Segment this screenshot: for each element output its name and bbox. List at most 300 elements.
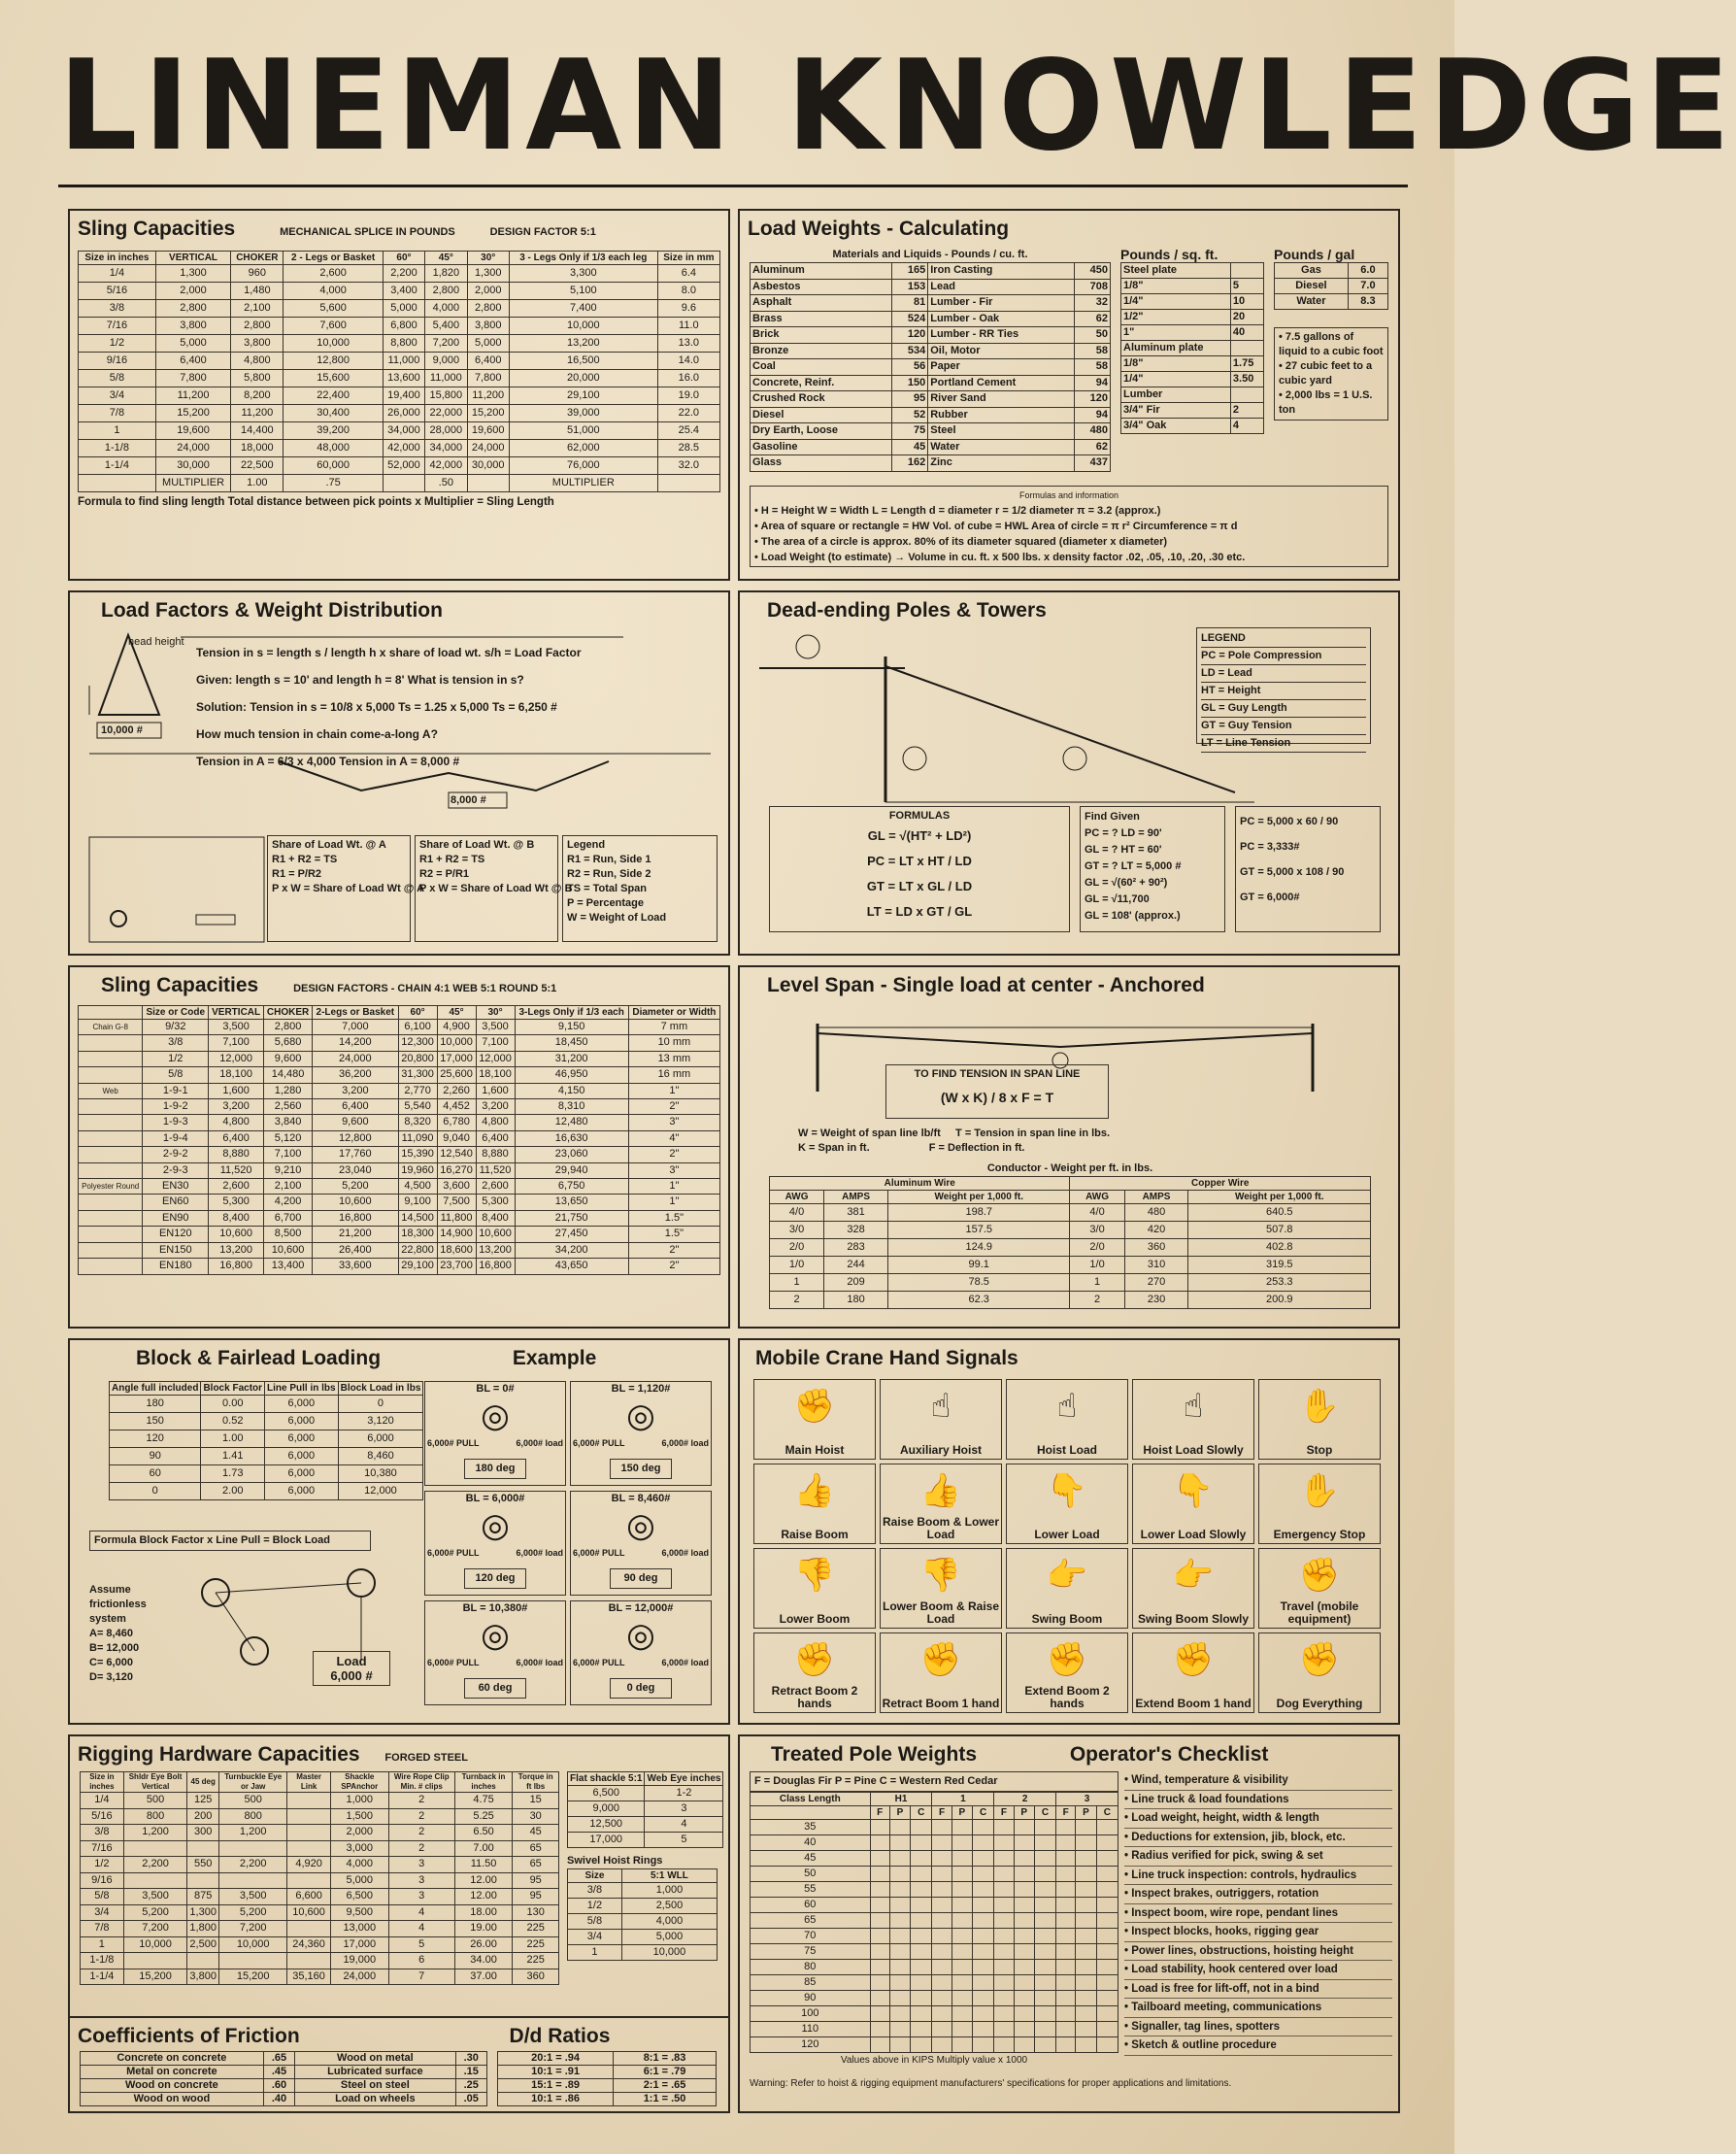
table-cell [994,2006,1014,2022]
table-cell: 14,900 [437,1227,476,1242]
table-cell [79,475,156,492]
table-cell: 1-9-1 [143,1083,209,1098]
group-label [79,1051,143,1066]
table-cell: 1,000 [621,1883,717,1899]
table-cell: 960 [231,265,284,283]
table-cell: 2,600 [284,265,383,283]
group-label [79,1227,143,1242]
table-cell [994,1867,1014,1882]
table-cell: 24,360 [287,1936,330,1953]
table-cell: 3/0 [1070,1222,1124,1239]
table-cell: 2,600 [476,1179,515,1195]
table-row [1121,387,1264,403]
share-a-line: P x W = Share of Load Wt @ A [272,883,425,894]
table-cell: 1" [628,1179,719,1195]
table-cell: 52,000 [383,457,424,475]
share-b-line: P x W = Share of Load Wt @ B [419,883,573,894]
table-cell: 24,000 [467,440,509,457]
table-cell: 3,800 [187,1969,219,1985]
table-cell: 34,000 [425,440,467,457]
formula-line: • H = Height W = Width L = Length d = diameter r = 1/2 diameter π = 3.2 (approx.) [754,505,1161,517]
table-row [751,1820,1118,1835]
table-cell [932,2037,951,2053]
table-cell: 19,400 [383,387,424,405]
table-cell: 21,200 [313,1227,399,1242]
table-cell [994,1975,1014,1991]
group-label [79,1067,143,1083]
table-cell: 8,200 [231,387,284,405]
table-cell [870,1867,889,1882]
class-header: 3 [1056,1793,1118,1806]
table-cell: 5,680 [264,1035,313,1051]
table-cell: 7,100 [476,1035,515,1051]
table-row [81,1953,559,1969]
table-row [751,279,1111,295]
table-cell: 7/8 [79,405,156,422]
signal-label: Lower Load Slowly [1140,1528,1247,1541]
table-cell: 1.41 [201,1448,265,1465]
signal-extend-boom-1-hand [1132,1632,1254,1713]
table-cell: 2" [628,1242,719,1258]
class-header: 2 [994,1793,1056,1806]
table-cell: 165 [892,263,928,280]
table-cell [1096,1929,1118,1944]
table-cell: 23,700 [437,1259,476,1274]
table-cell: 13,200 [509,335,657,353]
table-cell [870,1913,889,1929]
assume-line: Assume frictionless system [89,1584,147,1625]
table-cell: 16,630 [515,1130,628,1146]
group-label [79,1259,143,1274]
given-line: GL = √(60² + 90²) [1085,877,1168,889]
table-cell [1076,1835,1096,1851]
hand-signal-icon: 👍 [919,1472,962,1509]
swivel-title: Swivel Hoist Rings [567,1855,663,1867]
checklist-item: • Load is free for lift-off, not in a bind [1124,1980,1392,2000]
table-cell: 11,000 [425,370,467,387]
table-cell: Crushed Rock [751,391,892,408]
load-label: 6,000# load [661,1438,709,1448]
length-cell: 50 [751,1867,871,1882]
table-cell: 4/0 [770,1204,824,1222]
table-cell: EN150 [143,1242,209,1258]
table-cell: 6,400 [467,353,509,370]
column-header: Wire Rope Clip Min. # clips [388,1772,454,1793]
table-cell: 381 [824,1204,888,1222]
table-cell: 437 [1075,455,1111,472]
table-cell [1076,1820,1096,1835]
hand-signal-icon: 👉 [1172,1557,1215,1594]
table-row [568,1945,718,1961]
table-cell: Rubber [928,407,1075,423]
table-cell [1034,1882,1055,1898]
table-cell [994,1882,1014,1898]
signal-raise-boom [753,1464,876,1544]
column-header: Master Link [287,1772,330,1793]
table-cell: 5,000 [383,300,424,318]
signal-auxiliary-hoist [880,1379,1002,1460]
table-cell [889,1882,910,1898]
table-row [751,455,1111,472]
table-cell: 4,800 [209,1115,264,1130]
given-line: GL = ? HT = 60' [1085,844,1162,856]
table-cell [932,1898,951,1913]
table-cell [1056,1851,1076,1867]
table-cell: 120 [110,1430,201,1448]
table-cell: .50 [425,475,467,492]
table-cell [994,1960,1014,1975]
block-load-value: BL = 1,120# [611,1383,671,1395]
table-cell: Steel [928,423,1075,440]
table-cell: 4.75 [454,1793,513,1809]
table-cell: 500 [218,1793,287,1809]
table-cell: 29,100 [398,1259,437,1274]
table-cell [889,1944,910,1960]
length-cell: 90 [751,1991,871,2006]
table-row [81,1889,559,1905]
table-cell [187,1872,219,1889]
table-cell: 7,200 [218,1921,287,1937]
table-cell: 1,200 [123,1825,187,1841]
table-cell: 10,000 [621,1945,717,1961]
table-cell [1034,1975,1055,1991]
table-row [751,327,1111,344]
signal-swing-boom-slowly [1132,1548,1254,1629]
table-cell: 62 [1075,439,1111,455]
table-cell: 120 [1075,391,1111,408]
table-cell [1034,1898,1055,1913]
equation-line: How much tension in chain come-a-long A? [196,727,438,741]
block-load-value: BL = 0# [476,1383,515,1395]
table-cell [951,2037,972,2053]
table-cell: 319.5 [1188,1257,1371,1274]
weight-label: 10,000 # [101,724,143,736]
table-cell [889,1929,910,1944]
table-cell: 9,600 [313,1115,399,1130]
table-cell: 8,800 [383,335,424,353]
table-row [79,265,720,283]
hand-signal-icon: ✊ [1172,1641,1215,1678]
result-line: GT = 6,000# [1240,892,1300,903]
table-cell: 3,600 [437,1179,476,1195]
table-cell: 10,600 [209,1227,264,1242]
table-cell: 6.4 [657,265,719,283]
table-cell: 5 [645,1833,723,1848]
formula-line: • Area of square or rectangle = HW Vol. of cube = HWL Area of circle = π r² Circumference = π d [754,521,1238,532]
table-cell [951,1991,972,2006]
table-row [81,2079,487,2093]
class-header: H1 [870,1793,932,1806]
table-cell: 4,000 [330,1857,388,1873]
assume-list [89,1583,177,1685]
group-header-row [770,1177,1371,1191]
table-cell: 29,940 [515,1162,628,1178]
table-row [498,2052,717,2066]
table-cell: 58 [1075,343,1111,359]
table-cell: 3" [628,1115,719,1130]
signal-lower-load [1006,1464,1128,1544]
formula-line: • Load Weight (to estimate) → Volume in cu. ft. x 500 lbs. x density factor .02, .05, .10, .20, .30 etc. [754,552,1246,563]
table-cell: 180 [110,1396,201,1413]
table-cell: Paper [928,359,1075,376]
table-cell: 244 [824,1257,888,1274]
table-row [79,318,720,335]
table-cell [911,1867,932,1882]
table-row [751,1960,1118,1975]
table-row [1121,325,1264,341]
table-cell: 42,000 [425,457,467,475]
table-cell [1096,1960,1118,1975]
rigging-sub: FORGED STEEL [384,1752,468,1764]
friction-title: Coefficients of Friction [78,2025,300,2047]
group-label [79,1130,143,1146]
table-cell: 78.5 [887,1274,1070,1292]
legend-line: W = Weight of Load [567,912,667,924]
example-cell [424,1381,566,1486]
table-cell: 8.3 [1348,294,1387,310]
given-line: GL = √11,700 [1085,893,1150,905]
table-cell [994,1851,1014,1867]
column-header: AMPS [824,1191,888,1204]
table-cell: 5,000 [621,1930,717,1945]
load-8000-label: 8,000 # [451,794,486,806]
table-row [568,1786,723,1801]
legend-line: GL = Guy Length [1201,700,1366,718]
hand-signal-icon: ✊ [1046,1641,1088,1678]
table-cell: 29,100 [509,387,657,405]
table-cell: 1 [79,422,156,440]
pole-warning: Warning: Refer to hoist & rigging equipment manufacturers' specifications for proper applications and limitations. [750,2078,1232,2089]
column-header: 3-Legs Only if 1/3 each [515,1006,628,1020]
table-cell: 3/8 [143,1035,209,1051]
column-header: 2 - Legs or Basket [284,252,383,265]
table-cell: 58 [1075,359,1111,376]
table-cell: 6,400 [209,1130,264,1146]
table-cell: 180 [824,1292,888,1309]
signal-label: Extend Boom 1 hand [1135,1697,1252,1710]
load-factor-equations [196,639,720,775]
table-cell: 11,200 [155,387,230,405]
table-cell: 1,000 [330,1793,388,1809]
table-cell [932,1835,951,1851]
table-cell: Steel on steel [295,2079,455,2093]
header-row [79,1006,720,1020]
load-label: 6,000# load [661,1548,709,1558]
hand-signal-icon: ✊ [1298,1557,1341,1594]
result-line: PC = 5,000 x 60 / 90 [1240,816,1339,827]
table-cell: 225 [513,1953,559,1969]
formula-line: PC = LT x HT / LD [867,854,972,868]
table-cell: 524 [892,311,928,327]
table-cell [951,1898,972,1913]
table-cell: 9/16 [81,1872,124,1889]
table-cell: 22.0 [657,405,719,422]
table-cell: .15 [455,2066,486,2079]
table-cell [870,1975,889,1991]
signal-label: Emergency Stop [1273,1528,1366,1541]
load-label: 6,000# load [516,1548,563,1558]
length-cell: 120 [751,2037,871,2053]
table-cell: 56 [892,359,928,376]
table-cell [870,1835,889,1851]
table-cell: 6,500 [330,1889,388,1905]
table-cell: 10,600 [476,1227,515,1242]
header-row [81,1772,559,1793]
table-cell: 8,460 [338,1448,423,1465]
table-cell: 125 [187,1793,219,1809]
table-cell: 13.0 [657,335,719,353]
table-cell: 18.00 [454,1904,513,1921]
materials-table [750,262,1111,472]
table-row [79,1147,720,1162]
table-cell [932,1944,951,1960]
table-cell: 2,800 [467,300,509,318]
signal-emergency-stop [1258,1464,1381,1544]
table-cell [932,1975,951,1991]
table-cell: 6,000 [265,1448,339,1465]
table-row [1121,372,1264,387]
table-cell [1076,2006,1096,2022]
table-cell [1034,2006,1055,2022]
signal-label: Lower Boom & Raise Load [882,1599,1000,1626]
checklist-item: • Load stability, hook centered over load [1124,1961,1392,1980]
formulas-title: Formulas and information [1018,490,1119,500]
table-cell: MULTIPLIER [155,475,230,492]
table-cell: 25,600 [437,1067,476,1083]
signal-stop [1258,1379,1381,1460]
table-cell: 7,800 [155,370,230,387]
length-cell: 40 [751,1835,871,1851]
sheave-icon: ◎ [481,1507,510,1544]
species-header: C [1096,1806,1118,1820]
signal-label: Swing Boom Slowly [1137,1612,1249,1626]
table-cell: MULTIPLIER [509,475,657,492]
table-cell: 12,000 [338,1483,423,1500]
group-label [79,1147,143,1162]
table-row [568,1817,723,1833]
table-cell: 3/4" Fir [1121,403,1231,419]
table-cell [1014,1882,1034,1898]
length-cell: 45 [751,1851,871,1867]
table-cell: Diesel [751,407,892,423]
sling1-title: Sling Capacities [78,218,236,240]
table-row [79,1083,720,1098]
table-cell: 12,540 [437,1147,476,1162]
table-cell: 6,000 [265,1413,339,1430]
table-cell [889,1975,910,1991]
table-cell [972,1851,993,1867]
table-cell: 31,200 [515,1051,628,1066]
table-cell: .05 [455,2093,486,2106]
table-cell: 26.00 [454,1936,513,1953]
checklist-item: • Inspect brakes, outriggers, rotation [1124,1885,1392,1904]
table-row [751,1975,1118,1991]
hand-signal-icon: 👎 [793,1557,836,1594]
result-line: PC = 3,333# [1240,841,1300,853]
table-cell: 1,300 [187,1904,219,1921]
table-cell: 1:1 = .50 [614,2093,717,2106]
table-cell: 6,750 [515,1179,628,1195]
formulas-list [754,503,1384,565]
table-cell: Wood on metal [295,2052,455,2066]
species-header: F [1056,1806,1076,1820]
legend-line: GT = Guy Tension [1201,718,1366,735]
table-cell: .75 [284,475,383,492]
table-cell [1056,1913,1076,1929]
definition-line: W = Weight of span line lb/ft T = Tension in span line in lbs. [798,1127,1111,1139]
table-cell: 6,400 [155,353,230,370]
table-cell [287,1840,330,1857]
table-cell: 1-1/4 [79,457,156,475]
signal-label: Retract Boom 1 hand [882,1697,1000,1710]
table-row [79,440,720,457]
table-row [79,1051,720,1066]
table-row [770,1274,1371,1292]
group-label: Polyester Round [79,1179,143,1195]
table-cell [1076,2037,1096,2053]
table-cell: 17,000 [437,1051,476,1066]
table-row [1121,279,1264,294]
example-cell [570,1491,712,1596]
formula-line: GT = LT x GL / LD [866,879,973,893]
table-cell: 225 [513,1921,559,1937]
signal-retract-boom-1-hand [880,1632,1002,1713]
table-cell: 1 [568,1945,622,1961]
table-cell: 5.25 [454,1808,513,1825]
table-cell: 3,200 [209,1099,264,1115]
length-cell: 55 [751,1882,871,1898]
pole-weight-table [750,1792,1118,2053]
table-cell [951,1820,972,1835]
table-cell: 3,400 [383,283,424,300]
table-cell [1056,2037,1076,2053]
table-cell [1056,1960,1076,1975]
table-cell: 2-9-3 [143,1162,209,1178]
table-cell: 1/2 [143,1051,209,1066]
table-cell [1076,1975,1096,1991]
table-cell: 1,480 [231,283,284,300]
table-cell [1014,1867,1034,1882]
signal-label: Main Hoist [785,1443,845,1457]
table-cell [889,2022,910,2037]
table-row [1275,294,1388,310]
table-cell [123,1953,187,1969]
table-cell: Lumber - Oak [928,311,1075,327]
given-line: Find Given [1085,811,1140,823]
table-cell [889,1960,910,1975]
hand-signal-icon: ☝ [1183,1388,1204,1425]
table-cell: 11.50 [454,1857,513,1873]
formula-line: GL = √(HT² + LD²) [867,828,972,843]
column-header: 45° [425,252,467,265]
signal-travel-mobile-equipment [1258,1548,1381,1629]
legend-line: HT = Height [1201,683,1366,700]
table-cell: 40 [1230,325,1263,341]
table-cell [870,2022,889,2037]
hand-signal-icon: ☝ [930,1388,951,1425]
table-cell: 52 [892,407,928,423]
table-cell [1056,1882,1076,1898]
species-header: C [1034,1806,1055,1820]
table-cell [1230,341,1263,356]
table-cell: 3/4 [568,1930,622,1945]
table-cell: Lead [928,279,1075,295]
table-cell: 20 [1230,310,1263,325]
table-cell: 1 [81,1936,124,1953]
table-cell [889,1991,910,2006]
table-cell: 18,600 [437,1242,476,1258]
table-cell: Wood on wood [81,2093,264,2106]
